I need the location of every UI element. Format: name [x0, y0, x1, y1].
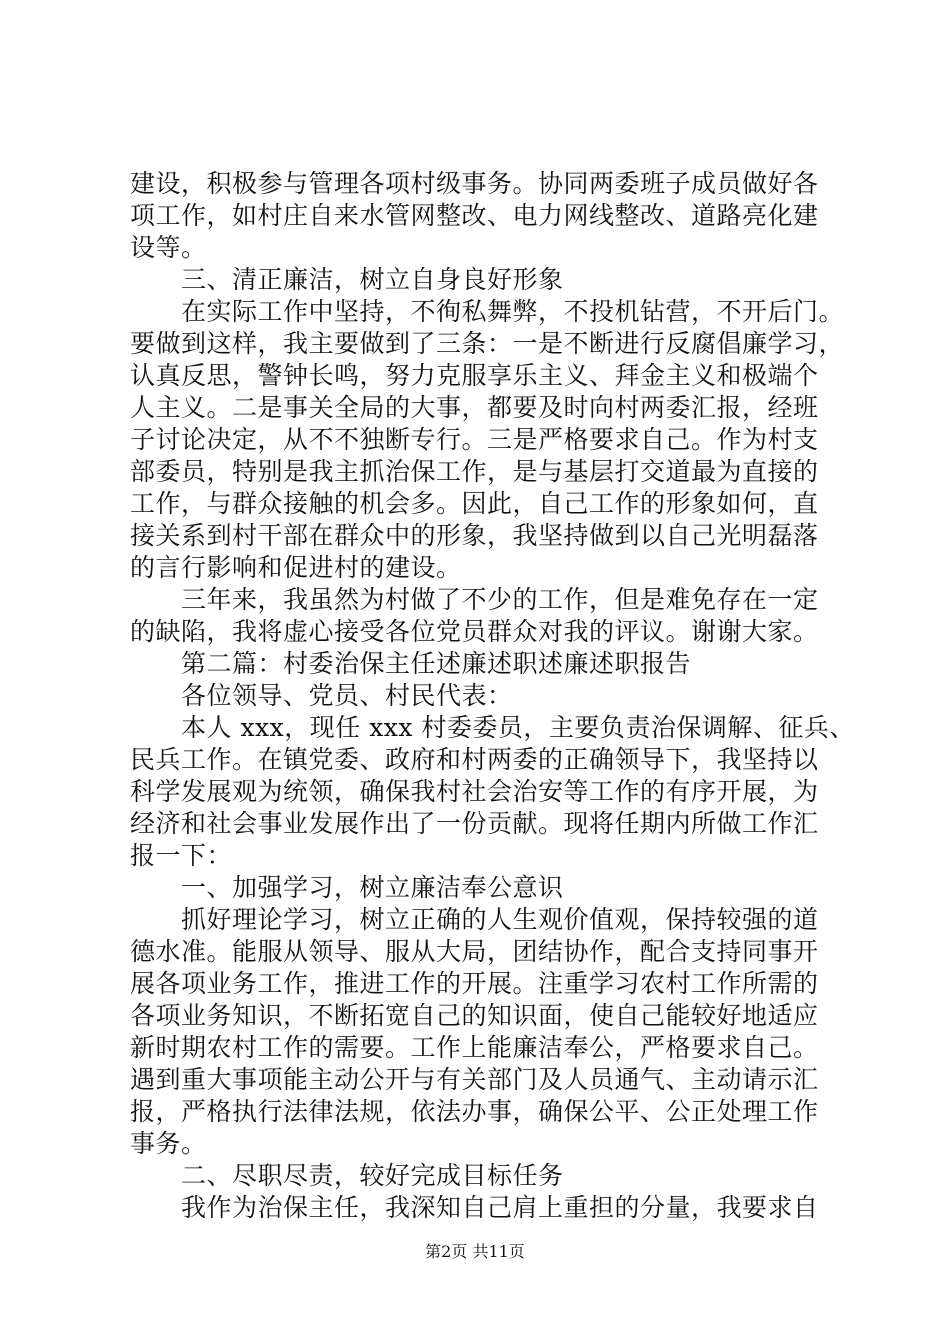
text-line: 项工作，如村庄自来水管网整改、电力网线整改、道路亮化建 [130, 201, 819, 230]
section-heading: 二、尽职尽责，较好完成目标任务 [130, 1161, 564, 1190]
text-line: 各项业务知识，不断拓宽自己的知识面，使自己能较好地适应 [130, 1001, 819, 1030]
salutation: 各位领导、党员、村民代表： [130, 681, 513, 710]
text-line: 设等。 [130, 233, 207, 262]
text-line: 子讨论决定，从不不独断专行。三是严格要求自己。作为村支 [130, 425, 819, 454]
text-line: 本人 xxx，现任 xxx 村委委员，主要负责治保调解、征兵、 [130, 713, 855, 742]
section-heading: 一、加强学习，树立廉洁奉公意识 [130, 873, 564, 902]
text-line: 在实际工作中坚持，不徇私舞弊，不投机钻营，不开后门。 [130, 297, 845, 326]
text-line: 展各项业务工作，推进工作的开展。注重学习农村工作所需的 [130, 969, 819, 998]
text-line: 三年来，我虽然为村做了不少的工作，但是难免存在一定 [130, 585, 819, 614]
text-line: 德水准。能服从领导、服从大局，团结协作，配合支持同事开 [130, 937, 819, 966]
text-line: 科学发展观为统领，确保我村社会治安等工作的有序开展，为 [130, 777, 819, 806]
text-line: 抓好理论学习，树立正确的人生观价值观，保持较强的道 [130, 905, 819, 934]
chapter-heading: 第二篇：村委治保主任述廉述职述廉述职报告 [130, 649, 692, 678]
text-line: 工作，与群众接触的机会多。因此，自己工作的形象如何，直 [130, 489, 819, 518]
text-line: 民兵工作。在镇党委、政府和村两委的正确领导下，我坚持以 [130, 745, 819, 774]
text-line: 事务。 [130, 1129, 207, 1158]
text-line: 要做到这样，我主要做到了三条：一是不断进行反腐倡廉学习， [130, 329, 845, 358]
page-number-footer: 第2页 共11页 [425, 1242, 525, 1261]
text-line: 的缺陷，我将虚心接受各位党员群众对我的评议。谢谢大家。 [130, 617, 819, 646]
document-body [130, 168, 855, 1224]
text-line: 接关系到村干部在群众中的形象，我坚持做到以自己光明磊落 [130, 521, 819, 550]
text-line: 经济和社会事业发展作出了一份贡献。现将任期内所做工作汇 [130, 809, 819, 838]
text-line: 认真反思，警钟长鸣，努力克服享乐主义、拜金主义和极端个 [130, 361, 819, 390]
section-heading: 三、清正廉洁，树立自身良好形象 [130, 265, 564, 294]
text-line: 部委员，特别是我主抓治保工作，是与基层打交道最为直接的 [130, 457, 819, 486]
text-line: 报，严格执行法律法规，依法办事，确保公平、公正处理工作 [130, 1097, 819, 1126]
text-line: 的言行影响和促进村的建设。 [130, 553, 462, 582]
text-line: 我作为治保主任，我深知自己肩上重担的分量，我要求自 [130, 1193, 819, 1222]
text-line: 新时期农村工作的需要。工作上能廉洁奉公，严格要求自己。 [130, 1033, 819, 1062]
text-line: 遇到重大事项能主动公开与有关部门及人员通气、主动请示汇 [130, 1065, 819, 1094]
text-line: 报一下： [130, 841, 233, 870]
text-line: 人主义。二是事关全局的大事，都要及时向村两委汇报，经班 [130, 393, 819, 422]
text-line: 建设，积极参与管理各项村级事务。协同两委班子成员做好各 [130, 169, 819, 198]
